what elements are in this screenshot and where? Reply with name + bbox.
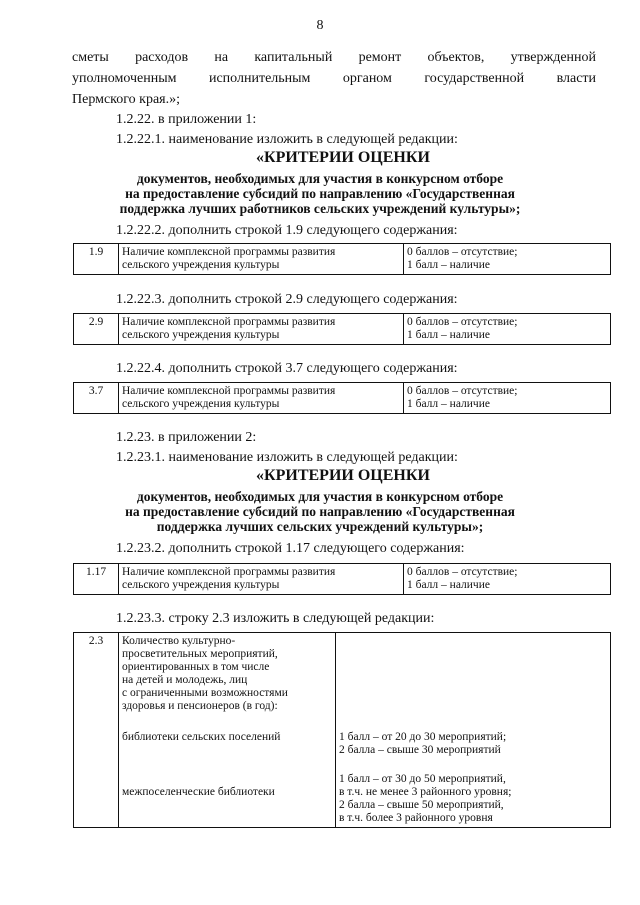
score-text: 0 баллов – отсутствие; 1 балл – наличие bbox=[404, 383, 611, 414]
item-1-2-23-1: 1.2.23.1. наименование изложить в следующей редакции: bbox=[116, 450, 458, 465]
criterion-text: Наличие комплексной программы развития сельского учреждения культуры bbox=[119, 383, 404, 414]
heading-1-line-2: на предоставление субсидий по направлению «Государственная bbox=[125, 186, 515, 201]
row-number: 1.17 bbox=[74, 564, 119, 595]
intro-line-3: Пермского края.»; bbox=[72, 92, 181, 107]
heading-1-line-3: поддержка лучших работников сельских учреждений культуры»; bbox=[119, 201, 521, 216]
row-number: 3.7 bbox=[74, 383, 119, 414]
row-number: 2.3 bbox=[74, 633, 119, 828]
item-1-2-22: 1.2.22. в приложении 1: bbox=[116, 112, 257, 127]
intro-line-1: сметы расходов на капитальный ремонт объектов, утвержденной bbox=[72, 50, 597, 65]
score-text: 0 баллов – отсутствие; 1 балл – наличие bbox=[404, 564, 611, 595]
score-text: 1 балл – от 20 до 30 мероприятий; 2 балла – свыше 30 мероприятий 1 балл – от 30 до 50 мероприятий, в т.ч. не менее 3 районного уровня; 2 балла – свыше 50 мероприятий, в т.ч. более 3 районного уровня bbox=[336, 633, 611, 828]
item-1-2-22-3: 1.2.22.3. дополнить строкой 2.9 следующего содержания: bbox=[116, 292, 458, 307]
criteria-row-3-7 bbox=[73, 382, 611, 414]
heading-1-title: «КРИТЕРИИ ОЦЕНКИ bbox=[256, 149, 430, 166]
heading-2-line-3: поддержка лучших сельских учреждений культуры»; bbox=[156, 519, 484, 534]
criteria-row-1-17 bbox=[73, 563, 611, 595]
heading-1-line-1: документов, необходимых для участия в конкурсном отборе bbox=[136, 171, 504, 186]
item-1-2-23: 1.2.23. в приложении 2: bbox=[116, 430, 257, 445]
criterion-text: Наличие комплексной программы развития сельского учреждения культуры bbox=[119, 564, 404, 595]
heading-2-line-2: на предоставление субсидий по направлению «Государственная bbox=[125, 504, 515, 519]
heading-2-line-1: документов, необходимых для участия в конкурсном отборе bbox=[136, 489, 504, 504]
score-text: 0 баллов – отсутствие; 1 балл – наличие bbox=[404, 314, 611, 345]
score-text: 0 баллов – отсутствие; 1 балл – наличие bbox=[404, 244, 611, 275]
sub-criterion-rural: библиотеки сельских поселений bbox=[122, 731, 281, 743]
row-number: 2.9 bbox=[74, 314, 119, 345]
item-1-2-22-4: 1.2.22.4. дополнить строкой 3.7 следующего содержания: bbox=[116, 361, 458, 376]
criterion-text: Наличие комплексной программы развития сельского учреждения культуры bbox=[119, 244, 404, 275]
row-number: 1.9 bbox=[74, 244, 119, 275]
item-1-2-22-1: 1.2.22.1. наименование изложить в следующей редакции: bbox=[116, 132, 458, 147]
item-1-2-22-2: 1.2.22.2. дополнить строкой 1.9 следующего содержания: bbox=[116, 223, 458, 238]
heading-2-title: «КРИТЕРИИ ОЦЕНКИ bbox=[256, 467, 430, 484]
item-1-2-23-2: 1.2.23.2. дополнить строкой 1.17 следующего содержания: bbox=[116, 541, 465, 556]
intro-line-2: уполномоченным исполнительным органом государственной власти bbox=[72, 71, 597, 86]
page-number: 8 bbox=[316, 18, 324, 33]
criterion-text: Наличие комплексной программы развития сельского учреждения культуры bbox=[119, 314, 404, 345]
criteria-row-1-9 bbox=[73, 243, 611, 275]
item-1-2-23-3: 1.2.23.3. строку 2.3 изложить в следующей редакции: bbox=[116, 611, 435, 626]
criterion-text: Количество культурно- просветительных мероприятий, ориентированных в том числе на детей и молодежь, лиц с ограниченными возможностями здоровья и пенсионеров (в год): библиотеки сельских поселений межпоселенческие библиотеки bbox=[119, 633, 336, 828]
sub-criterion-interregional: межпоселенческие библиотеки bbox=[122, 786, 275, 798]
criteria-row-2-9 bbox=[73, 313, 611, 345]
criteria-row-2-3 bbox=[73, 632, 611, 828]
